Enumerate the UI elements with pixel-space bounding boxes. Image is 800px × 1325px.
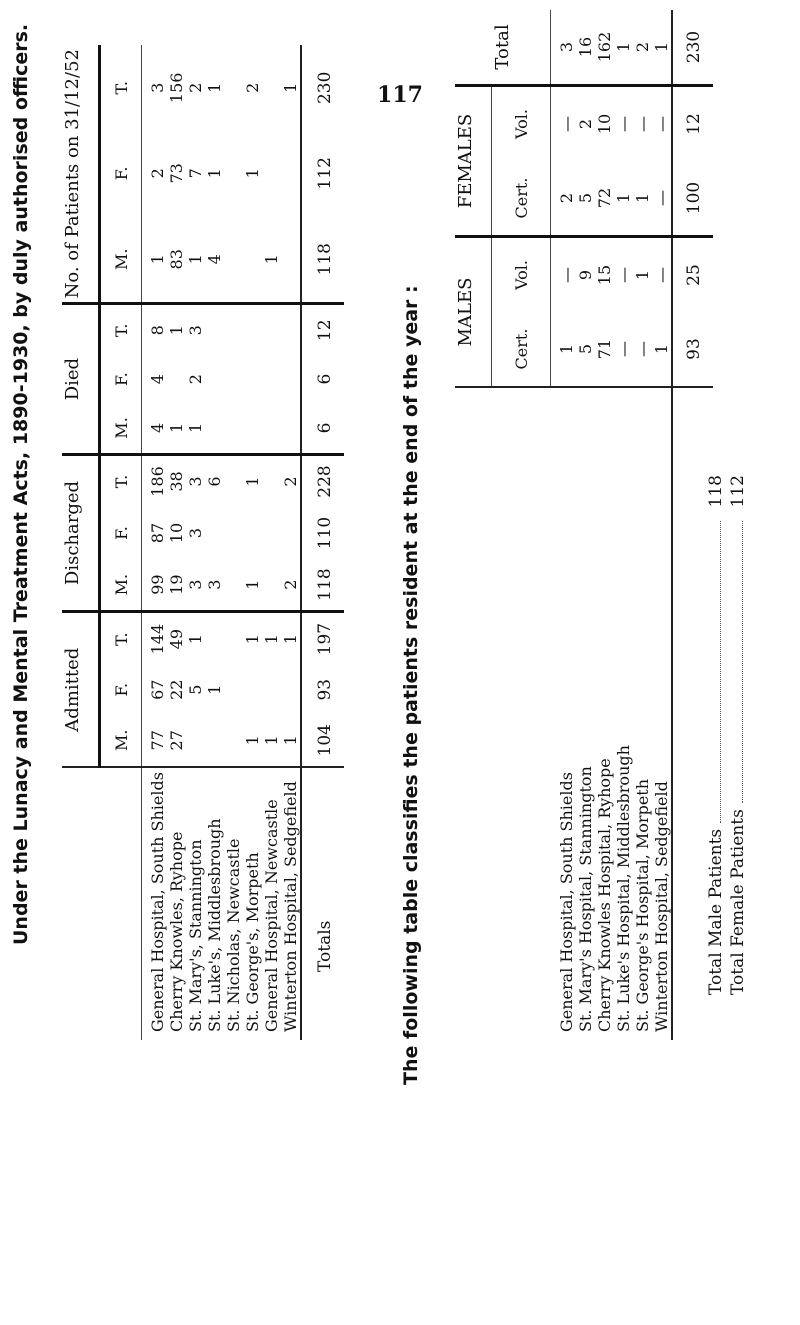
summary-value: 118 (706, 475, 726, 508)
hospital-name: St. George's, Morpeth (243, 852, 262, 1032)
hospital-name: Cherry Knowles Hospital, Ryhope (594, 758, 614, 1032)
hospital-row-block (142, 45, 302, 1040)
summary-block (705, 475, 749, 995)
classification-table (455, 10, 713, 1040)
total-cell: 12 (301, 304, 344, 355)
sub-header: F. (100, 355, 142, 403)
group-header: Died (62, 304, 100, 454)
hospital-name: Cherry Knowles, Ryhope (167, 831, 186, 1032)
hospital-name: General Hospital, South Shields (556, 772, 576, 1032)
totals-label: Totals (301, 767, 344, 1040)
sub-header: T. (100, 304, 142, 355)
total-cell: 228 (301, 454, 344, 507)
hospital-name: St. Mary's, Stannington (186, 839, 205, 1032)
hospital-name: General Hospital, Newcastle (262, 799, 281, 1032)
totals-row (301, 45, 344, 1040)
total-cell: 197 (301, 612, 344, 665)
group-header: MALES (455, 237, 492, 388)
classification-intro: The following table classifies the patients resident at the end of the year : (400, 285, 422, 1085)
col-7: 4 2 (148, 374, 205, 385)
col-10: 2 73 7 1 1 (148, 163, 262, 184)
total-cell: 104 (301, 714, 344, 767)
sub-header: Cert. (492, 161, 551, 237)
hospital-name: Winterton Hospital, Sedgefield (281, 781, 300, 1032)
group-header: Admitted (62, 612, 100, 767)
hospital-name: St. Nicholas, Newcastle (224, 838, 243, 1032)
sub-header: Vol. (492, 237, 551, 313)
hospital-name: St. Mary's Hospital, Stannington (575, 766, 595, 1032)
page-title: Under the Lunacy and Mental Treatment Acts, 1890-1930, by duly authorised officers. (10, 23, 32, 945)
col-11: 3 156 2 1 2 1 (148, 72, 300, 104)
col-1: — 9 15 — 1 — (551, 237, 673, 313)
col-2: 2 5 72 1 1 — (557, 187, 671, 209)
sub-header: F. (100, 665, 142, 715)
summary-row (705, 475, 727, 995)
total-cell: 230 (672, 10, 713, 86)
hospital-name: St. Luke's, Middlesbrough (205, 818, 224, 1032)
total-cell: 112 (301, 131, 344, 217)
hospital-name: St. George's Hospital, Morpeth (632, 778, 652, 1032)
col-9: 1 83 1 4 1 (148, 249, 281, 270)
sub-header: Cert. (492, 312, 551, 387)
group-header: FEMALES (455, 86, 492, 237)
col-1: 67 22 5 1 (148, 679, 224, 700)
total-cell: 118 (301, 216, 344, 304)
hospital-row-block (551, 10, 673, 1040)
total-cell: 110 (301, 507, 344, 559)
total-cell: 25 (672, 237, 713, 313)
sub-header: T. (100, 454, 142, 507)
sub-header: F. (100, 131, 142, 217)
total-cell: 12 (672, 86, 713, 162)
col-4: 3 16 162 1 2 1 (557, 31, 671, 63)
col-3: — 2 10 — — — (551, 86, 673, 162)
sub-header: Vol. (492, 86, 551, 162)
summary-value: 112 (728, 475, 748, 508)
col-3: 99 19 3 3 1 2 (148, 574, 300, 595)
sub-header: M. (100, 216, 142, 304)
summary-label: Total Male Patients (706, 828, 726, 995)
sub-header: T. (100, 612, 142, 665)
sub-header: F. (100, 507, 142, 559)
sub-header: M. (100, 714, 142, 767)
sub-header: T. (100, 45, 142, 131)
group-header: Discharged (62, 454, 100, 612)
summary-label: Total Female Patients (728, 809, 748, 995)
leader-dots (705, 521, 721, 823)
total-cell: 93 (672, 312, 713, 387)
col-4: 87 10 3 (148, 522, 205, 544)
total-cell: 6 (301, 355, 344, 403)
hospital-header (455, 387, 551, 1040)
total-cell: 230 (301, 45, 344, 131)
group-header: Total (455, 10, 551, 86)
hospital-header (62, 767, 142, 1040)
group-header: No. of Patients on 31/12/52 (62, 45, 100, 304)
hospital-name: Winterton Hospital, Sedgefield (651, 781, 671, 1032)
total-cell: 93 (301, 665, 344, 715)
sub-header: M. (100, 403, 142, 454)
total-cell: 6 (301, 403, 344, 454)
page-number: 117 (377, 82, 423, 108)
col-5: 186 38 3 6 1 2 (142, 454, 302, 507)
total-cell: 100 (672, 161, 713, 237)
col-0: 1 5 71 — — 1 (557, 338, 671, 360)
col-8: 8 1 3 (142, 304, 302, 355)
col-6: 4 1 1 (148, 422, 205, 434)
col-2: 144 49 1 1 1 1 (142, 612, 302, 665)
sub-header: M. (100, 559, 142, 612)
hospital-name: General Hospital, South Shields (148, 772, 167, 1032)
total-cell: 118 (301, 559, 344, 612)
hospital-name: St. Luke's Hospital, Middlesbrough (613, 745, 633, 1032)
summary-row (727, 475, 749, 995)
admissions-table (62, 45, 344, 1040)
leader-dots (727, 521, 743, 803)
col-0: 77 27 1 1 1 (148, 730, 300, 751)
